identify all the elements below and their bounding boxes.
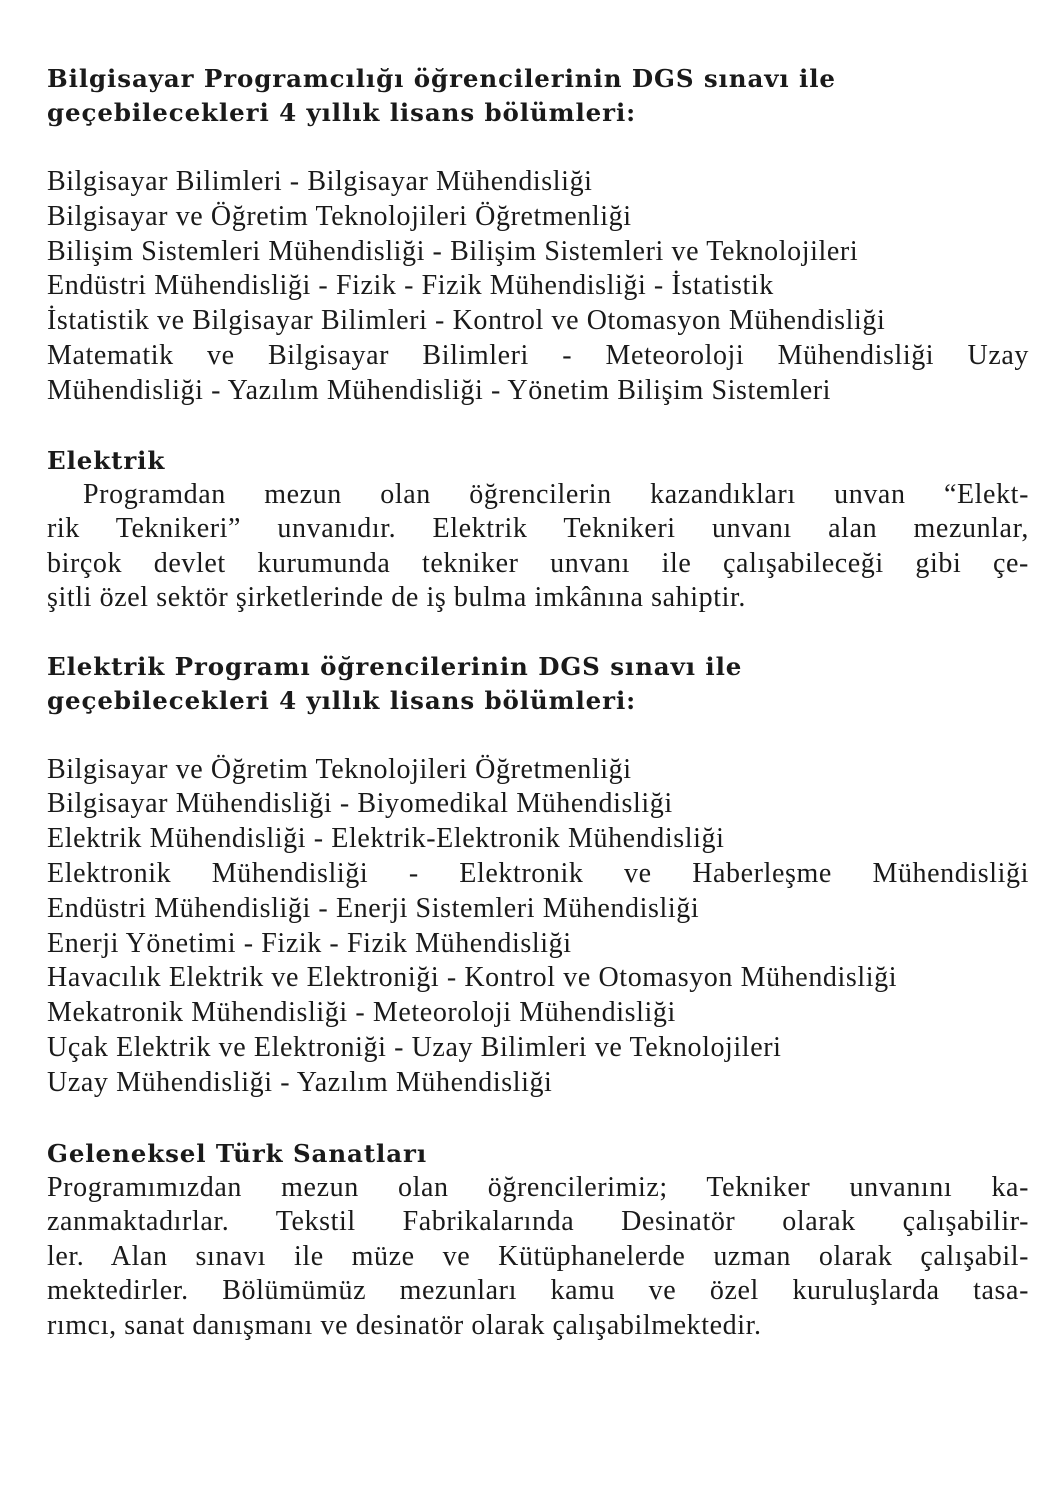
- paragraph-line: rik Teknikeri” unvanıdır. Elektrik Teknikeri unvanı alan mezunlar,: [47, 513, 1029, 545]
- paragraph-line: mektedirler. Bölümümüz mezunları kamu ve özel kuruluşlarda tasa-: [47, 1275, 1029, 1307]
- list-line: Endüstri Mühendisliği - Fizik - Fizik Mühendisliği - İstatistik: [47, 270, 774, 302]
- paragraph-line: zanmaktadırlar. Tekstil Fabrikalarında Desinatör olarak çalışabilir-: [47, 1206, 1029, 1238]
- paragraph-line: Programımızdan mezun olan öğrencilerimiz; Tekniker unvanını ka-: [47, 1171, 1029, 1203]
- program-list-programming: [47, 165, 1029, 409]
- heading-line: geçebilecekleri 4 yıllık lisans bölümleri:: [47, 98, 637, 127]
- heading-line: Geleneksel Türk Sanatları: [47, 1138, 428, 1168]
- paragraph-line: rımcı, sanat danışmanı ve desinatör olarak çalışabilmektedir.: [47, 1309, 762, 1341]
- list-line: Bilgisayar Mühendisliği - Biyomedikal Mühendisliği: [47, 788, 673, 820]
- program-list-electric: [47, 753, 1029, 1101]
- heading-line: Bilgisayar Programcılığı öğrencilerinin DGS sınavı ile: [47, 64, 836, 93]
- list-line: Bilgisayar ve Öğretim Teknolojileri Öğretmenliği: [47, 200, 632, 232]
- paragraph-line: ler. Alan sınavı ile müze ve Kütüphanelerde uzman olarak çalışabil-: [47, 1240, 1029, 1272]
- list-line: Uçak Elektrik ve Elektroniği - Uzay Bilimleri ve Teknolojileri: [47, 1031, 782, 1063]
- paragraph-electric: [47, 478, 1029, 616]
- section-heading-electric-dgs: [47, 650, 1029, 718]
- paragraph-turkish-arts: [47, 1171, 1029, 1344]
- heading-line: geçebilecekleri 4 yıllık lisans bölümleri:: [47, 685, 637, 715]
- list-line: Elektrik Mühendisliği - Elektrik-Elektronik Mühendisliği: [47, 823, 725, 855]
- paragraph-line: Programdan mezun olan öğrencilerin kazandıkları unvan “Elekt-: [83, 478, 1029, 510]
- list-line: Bilişim Sistemleri Mühendisliği - Bilişim Sistemleri ve Teknolojileri: [47, 235, 859, 267]
- list-line: İstatistik ve Bilgisayar Bilimleri - Kontrol ve Otomasyon Mühendisliği: [47, 305, 886, 337]
- heading-line: Elektrik: [47, 445, 166, 475]
- list-line: Mühendisliği - Yazılım Mühendisliği - Yönetim Bilişim Sistemleri: [47, 374, 832, 406]
- section-heading-turkish-arts: [47, 1137, 1029, 1171]
- paragraph-line: şitli özel sektör şirketlerinde de iş bulma imkânına sahiptir.: [47, 582, 746, 614]
- heading-line: Elektrik Programı öğrencilerinin DGS sınavı ile: [47, 651, 743, 681]
- section-heading-programming: [47, 62, 1029, 130]
- document-page: [47, 62, 1029, 1343]
- list-line: Matematik ve Bilgisayar Bilimleri - Meteoroloji Mühendisliği Uzay: [47, 339, 1029, 371]
- list-line: Enerji Yönetimi - Fizik - Fizik Mühendisliği: [47, 927, 572, 959]
- list-line: Bilgisayar Bilimleri - Bilgisayar Mühendisliği: [47, 166, 593, 197]
- list-line: Bilgisayar ve Öğretim Teknolojileri Öğretmenliği: [47, 753, 632, 785]
- list-line: Elektronik Mühendisliği - Elektronik ve Haberleşme Mühendisliği: [47, 857, 1029, 889]
- section-heading-electric: [47, 444, 1029, 478]
- list-line: Mekatronik Mühendisliği - Meteoroloji Mühendisliği: [47, 997, 676, 1029]
- list-line: Havacılık Elektrik ve Elektroniği - Kontrol ve Otomasyon Mühendisliği: [47, 962, 898, 994]
- list-line: Uzay Mühendisliği - Yazılım Mühendisliği: [47, 1066, 553, 1098]
- list-line: Endüstri Mühendisliği - Enerji Sistemleri Mühendisliği: [47, 892, 700, 924]
- paragraph-line: birçok devlet kurumunda tekniker unvanı ile çalışabileceği gibi çe-: [47, 547, 1029, 579]
